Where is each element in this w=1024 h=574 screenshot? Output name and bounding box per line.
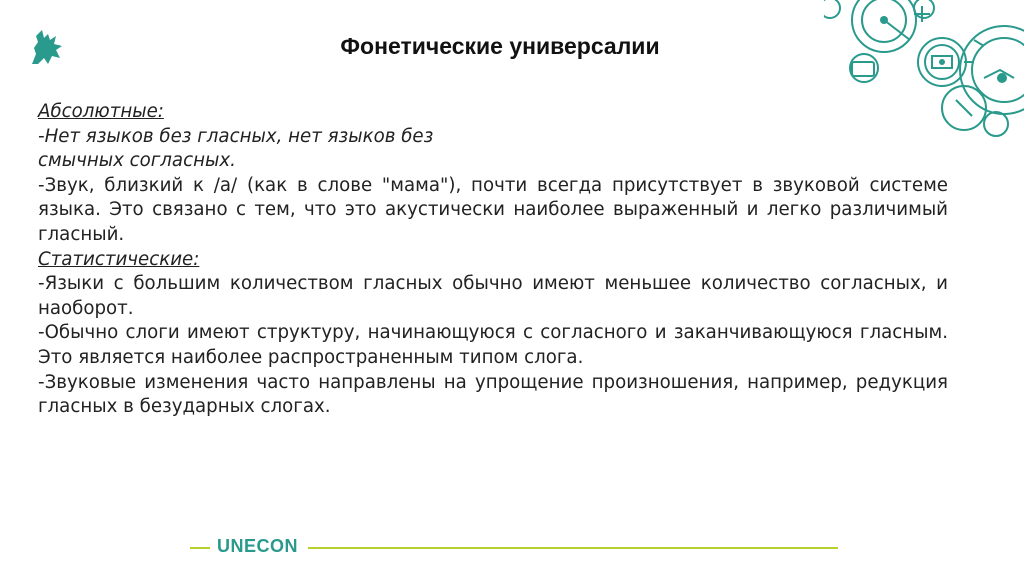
absolute-line-1: -Нет языков без гласных, нет языков без xyxy=(38,125,434,147)
absolute-paragraph: -Звук, близкий к /а/ (как в слове "мама"), почти всегда присутствует в звуковой системе языка. Это связано с тем, что это акустически наиболее выраженный и легко различимый гласный. xyxy=(38,174,948,245)
content-body xyxy=(38,100,948,420)
statistical-item: -Языки с большим количеством гласных обычно имеют меньшее количество согласных, и наоборот. xyxy=(38,273,948,319)
absolute-heading: Абсолютные: xyxy=(38,101,164,122)
absolute-line-2: смычных согласных. xyxy=(38,150,236,172)
statistical-item: -Звуковые изменения часто направлены на упрощение произношения, например, редукция гласных в безударных слогах. xyxy=(38,371,948,418)
footer-brand: UNECON xyxy=(217,536,299,556)
page-title: Фонетические универсалии xyxy=(340,33,660,59)
footer-divider-right xyxy=(308,547,838,549)
statistical-item: -Обычно слоги имеют структуру, начинающуюся с согласного и заканчивающуюся гласным. Это является наиболее распространенным типом слога. xyxy=(38,322,948,368)
statistical-heading: Статистические: xyxy=(38,248,200,270)
footer xyxy=(190,536,840,560)
footer-divider-left xyxy=(190,547,210,549)
